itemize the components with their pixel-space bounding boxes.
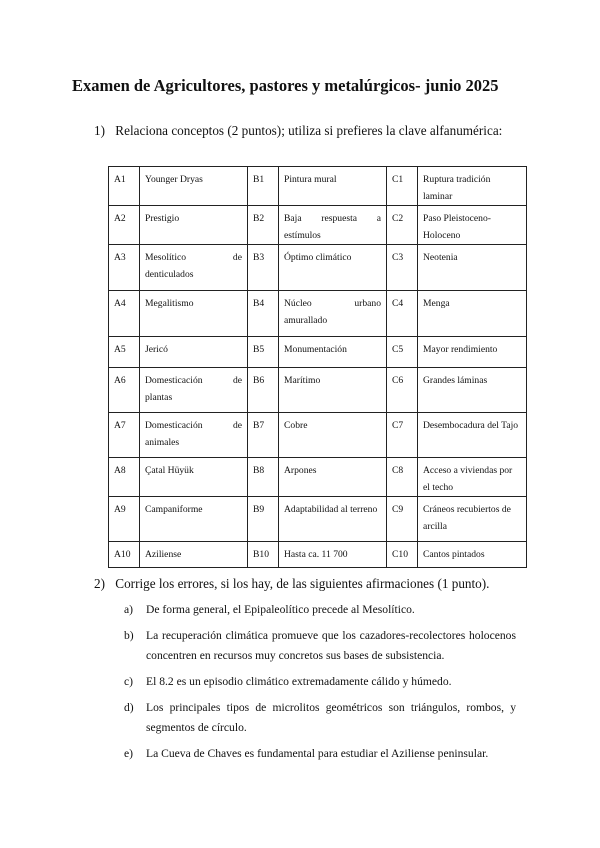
list-item xyxy=(124,672,516,692)
question-2-text: Corrige los errores, si los hay, de las siguientes afirmaciones (1 punto). xyxy=(115,576,490,591)
table-row xyxy=(109,368,527,413)
cell-code: B10 xyxy=(248,542,279,568)
cell-term: Mesolítico de denticulados xyxy=(140,245,248,291)
cell-term: Megalitismo xyxy=(140,291,248,337)
list-item xyxy=(124,698,516,738)
cell-code: C8 xyxy=(387,458,418,497)
cell-code: A10 xyxy=(109,542,140,568)
cell-code: B6 xyxy=(248,368,279,413)
cell-term: Óptimo climático xyxy=(279,245,387,291)
table-row xyxy=(109,497,527,542)
cell-term: Acceso a viviendas por el techo xyxy=(418,458,527,497)
cell-term: Paso Pleistoceno- Holoceno xyxy=(418,206,527,245)
cell-code: A6 xyxy=(109,368,140,413)
item-text: De forma general, el Epipaleolítico precede al Mesolítico. xyxy=(146,603,415,616)
cell-code: A2 xyxy=(109,206,140,245)
cell-code: A4 xyxy=(109,291,140,337)
cell-term: Núcleo urbano amurallado xyxy=(279,291,387,337)
cell-code: C1 xyxy=(387,167,418,206)
cell-code: B3 xyxy=(248,245,279,291)
cell-code: C4 xyxy=(387,291,418,337)
cell-term: Aziliense xyxy=(140,542,248,568)
item-letter: b) xyxy=(124,629,134,642)
item-text: La recuperación climática promueve que los cazadores-recolectores holocenos concentren en recursos muy concretos sus bases de subsistencia. xyxy=(146,629,516,662)
cell-code: A3 xyxy=(109,245,140,291)
cell-term: Marítimo xyxy=(279,368,387,413)
cell-code: A1 xyxy=(109,167,140,206)
cell-code: C6 xyxy=(387,368,418,413)
cell-code: B5 xyxy=(248,337,279,368)
cell-term: Pintura mural xyxy=(279,167,387,206)
cell-term: Domesticación de animales xyxy=(140,413,248,458)
item-text: Los principales tipos de microlitos geométricos son triángulos, rombos, y segmentos de círculo. xyxy=(146,701,516,734)
cell-code: C9 xyxy=(387,497,418,542)
cell-term: Arpones xyxy=(279,458,387,497)
table-row xyxy=(109,542,527,568)
statements-list xyxy=(124,600,516,770)
cell-term: Cantos pintados xyxy=(418,542,527,568)
list-item xyxy=(124,600,516,620)
cell-code: C10 xyxy=(387,542,418,568)
cell-code: B2 xyxy=(248,206,279,245)
cell-term: Cobre xyxy=(279,413,387,458)
cell-term: Desembocadura del Tajo xyxy=(418,413,527,458)
cell-term: Cráneos recubiertos de arcilla xyxy=(418,497,527,542)
question-1 xyxy=(94,123,502,139)
table-row xyxy=(109,206,527,245)
cell-term: Adaptabilidad al terreno xyxy=(279,497,387,542)
cell-term: Çatal Hüyük xyxy=(140,458,248,497)
cell-code: C3 xyxy=(387,245,418,291)
cell-term: Prestigio xyxy=(140,206,248,245)
item-letter: a) xyxy=(124,603,134,616)
cell-code: C2 xyxy=(387,206,418,245)
cell-code: C7 xyxy=(387,413,418,458)
item-letter: d) xyxy=(124,701,134,714)
cell-code: B7 xyxy=(248,413,279,458)
cell-term: Monumentación xyxy=(279,337,387,368)
cell-term: Ruptura tradición laminar xyxy=(418,167,527,206)
cell-term: Domesticación de plantas xyxy=(140,368,248,413)
list-item xyxy=(124,744,516,764)
table-row xyxy=(109,167,527,206)
cell-term: Younger Dryas xyxy=(140,167,248,206)
table-row xyxy=(109,245,527,291)
cell-code: A7 xyxy=(109,413,140,458)
question-2 xyxy=(94,576,489,592)
cell-term: Campaniforme xyxy=(140,497,248,542)
concepts-table xyxy=(108,166,527,568)
cell-code: B4 xyxy=(248,291,279,337)
cell-term: Baja respuesta a estímulos xyxy=(279,206,387,245)
cell-term: Jericó xyxy=(140,337,248,368)
item-text: El 8.2 es un episodio climático extremadamente cálido y húmedo. xyxy=(146,675,452,688)
cell-term: Menga xyxy=(418,291,527,337)
table-row xyxy=(109,337,527,368)
item-text: La Cueva de Chaves es fundamental para estudiar el Aziliense peninsular. xyxy=(146,747,489,760)
cell-code: A5 xyxy=(109,337,140,368)
table-row xyxy=(109,413,527,458)
cell-term: Mayor rendimiento xyxy=(418,337,527,368)
cell-term: Neotenia xyxy=(418,245,527,291)
cell-code: B1 xyxy=(248,167,279,206)
cell-code: C5 xyxy=(387,337,418,368)
cell-code: A9 xyxy=(109,497,140,542)
list-item xyxy=(124,626,516,666)
item-letter: c) xyxy=(124,675,134,688)
cell-code: A8 xyxy=(109,458,140,497)
question-2-number: 2) xyxy=(94,576,105,591)
question-1-text: Relaciona conceptos (2 puntos); utiliza si prefieres la clave alfanumérica: xyxy=(115,123,503,138)
cell-term: Grandes láminas xyxy=(418,368,527,413)
table-row xyxy=(109,291,527,337)
table-row xyxy=(109,458,527,497)
question-1-number: 1) xyxy=(94,123,105,138)
exam-title: Examen de Agricultores, pastores y metalúrgicos- junio 2025 xyxy=(72,76,499,95)
cell-term: Hasta ca. 11 700 xyxy=(279,542,387,568)
cell-code: B9 xyxy=(248,497,279,542)
cell-code: B8 xyxy=(248,458,279,497)
item-letter: e) xyxy=(124,747,134,760)
